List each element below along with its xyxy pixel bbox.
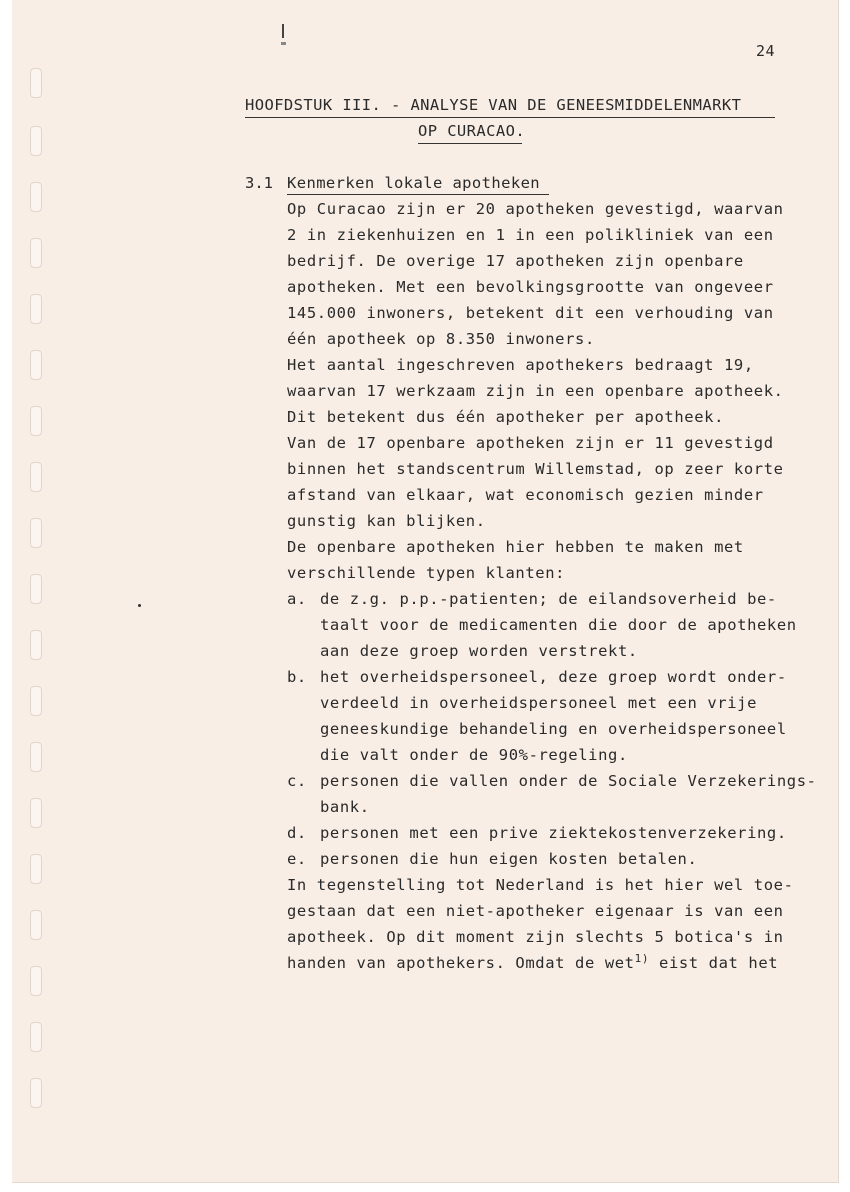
binder-hole bbox=[30, 966, 42, 996]
binder-hole bbox=[30, 238, 42, 268]
text-line: In tegenstelling tot Nederland is het hier wel toe- bbox=[287, 876, 794, 894]
chapter-heading-line1: HOOFDSTUK III. - ANALYSE VAN DE GENEESMIDDELENMARKT bbox=[245, 96, 742, 114]
text-line: apotheken. Met een bevolkingsgrootte van ongeveer bbox=[287, 278, 774, 296]
text-line: binnen het standscentrum Willemstad, op zeer korte bbox=[287, 460, 784, 478]
ink-mark bbox=[282, 24, 284, 38]
binder-hole bbox=[30, 68, 42, 98]
list-item-text: de z.g. p.p.-patienten; de eilandsoverheid be- bbox=[320, 590, 777, 608]
binder-hole bbox=[30, 462, 42, 492]
binder-hole bbox=[30, 574, 42, 604]
text-line-with-footnote bbox=[287, 950, 827, 976]
page-number: 24 bbox=[756, 42, 776, 60]
body-text bbox=[287, 196, 827, 976]
binder-hole bbox=[30, 854, 42, 884]
binder-hole bbox=[30, 686, 42, 716]
list-item bbox=[287, 820, 827, 846]
binder-hole bbox=[30, 742, 42, 772]
list-item bbox=[287, 586, 827, 612]
list-item-continuation: geneeskundige behandeling en overheidspersoneel bbox=[320, 720, 787, 738]
text-line: apotheek. Op dit moment zijn slechts 5 botica's in bbox=[287, 928, 784, 946]
text-line: waarvan 17 werkzaam zijn in een openbare apotheek. bbox=[287, 382, 784, 400]
footnote-reference: 1) bbox=[634, 951, 650, 965]
text-line: 2 in ziekenhuizen en 1 in een polikliniek van een bbox=[287, 226, 774, 244]
binder-hole bbox=[30, 350, 42, 380]
text-segment: eist dat het bbox=[649, 954, 779, 972]
heading-underline bbox=[245, 117, 775, 118]
list-item-continuation: die valt onder de 90%-regeling. bbox=[320, 746, 628, 764]
text-line: bedrijf. De overige 17 apotheken zijn openbare bbox=[287, 252, 744, 270]
section-underline bbox=[287, 194, 549, 195]
text-line: verschillende typen klanten: bbox=[287, 564, 566, 582]
heading-underline bbox=[418, 143, 522, 144]
text-segment: handen van apothekers. Omdat de wet bbox=[287, 954, 635, 972]
document-page bbox=[12, 0, 839, 1183]
text-line: Het aantal ingeschreven apothekers bedraagt 19, bbox=[287, 356, 754, 374]
ink-mark bbox=[281, 42, 286, 45]
list-item-continuation: taalt voor de medicamenten die door de apotheken bbox=[320, 616, 797, 634]
binder-hole bbox=[30, 126, 42, 156]
binder-hole bbox=[30, 798, 42, 828]
binder-hole bbox=[30, 1078, 42, 1108]
list-marker: b. bbox=[287, 668, 307, 686]
list-item-text: personen die hun eigen kosten betalen. bbox=[320, 850, 698, 868]
list-item-text: personen met een prive ziektekostenverzekering. bbox=[320, 824, 787, 842]
text-line: afstand van elkaar, wat economisch gezien minder bbox=[287, 486, 764, 504]
text-line: gestaan dat een niet-apotheker eigenaar is van een bbox=[287, 902, 784, 920]
text-line: 145.000 inwoners, betekent dit een verhouding van bbox=[287, 304, 774, 322]
list-item bbox=[287, 768, 827, 794]
text-line: Op Curacao zijn er 20 apotheken gevestigd, waarvan bbox=[287, 200, 784, 218]
text-line: Van de 17 openbare apotheken zijn er 11 gevestigd bbox=[287, 434, 774, 452]
list-item-continuation: aan deze groep worden verstrekt. bbox=[320, 642, 638, 660]
binder-hole bbox=[30, 182, 42, 212]
list-item-continuation: bank. bbox=[320, 798, 370, 816]
binder-hole bbox=[30, 294, 42, 324]
binder-hole bbox=[30, 406, 42, 436]
list-item-text: het overheidspersoneel, deze groep wordt onder- bbox=[320, 668, 787, 686]
ink-speck bbox=[138, 604, 141, 607]
binder-hole bbox=[30, 910, 42, 940]
text-line: Dit betekent dus één apotheker per apotheek. bbox=[287, 408, 724, 426]
list-marker: a. bbox=[287, 590, 307, 608]
section-number: 3.1 bbox=[245, 174, 273, 192]
list-item bbox=[287, 664, 827, 690]
text-line: één apotheek op 8.350 inwoners. bbox=[287, 330, 595, 348]
list-item-text: personen die vallen onder de Sociale Verzekerings- bbox=[320, 772, 817, 790]
list-item-continuation: verdeeld in overheidspersoneel met een vrije bbox=[320, 694, 757, 712]
binder-hole bbox=[30, 1022, 42, 1052]
text-line: gunstig kan blijken. bbox=[287, 512, 486, 530]
list-item bbox=[287, 846, 827, 872]
text-line: De openbare apotheken hier hebben te maken met bbox=[287, 538, 744, 556]
binder-hole bbox=[30, 630, 42, 660]
chapter-heading-line2: OP CURACAO. bbox=[418, 122, 526, 140]
list-marker: c. bbox=[287, 772, 307, 790]
section-title: Kenmerken lokale apotheken bbox=[287, 174, 541, 192]
list-marker: e. bbox=[287, 850, 307, 868]
binder-hole bbox=[30, 518, 42, 548]
list-marker: d. bbox=[287, 824, 307, 842]
